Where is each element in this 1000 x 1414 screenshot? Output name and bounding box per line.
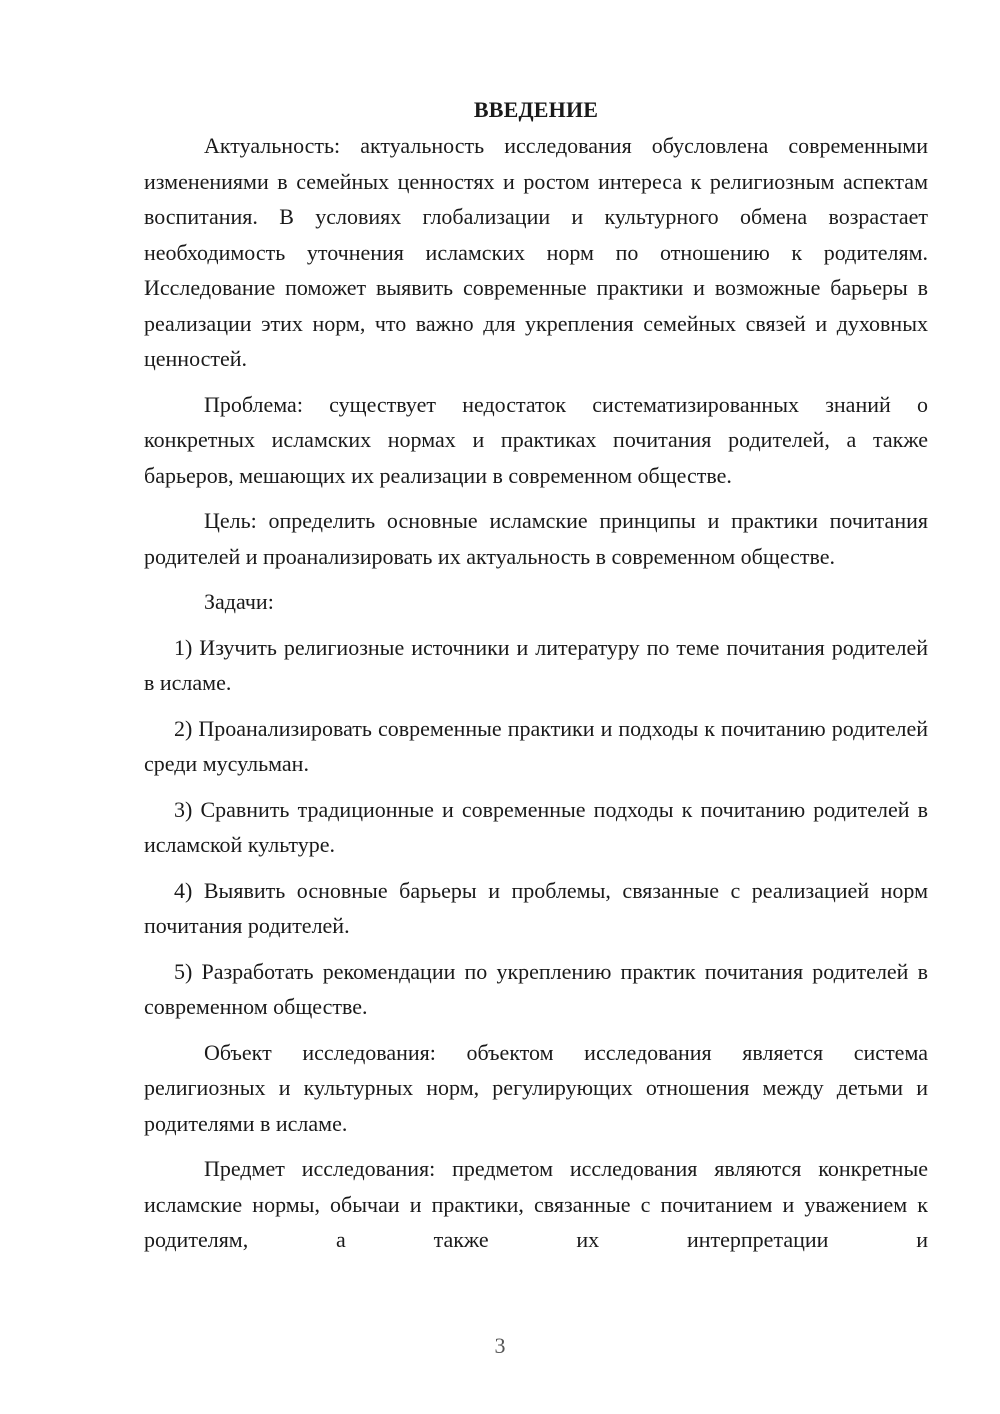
document-page: [144, 92, 928, 1258]
task-item: 2) Проанализировать современные практики и подходы к почитанию родителей среди мусульман.: [144, 715, 928, 776]
page-number: 3: [494, 1333, 506, 1358]
task-item: 5) Разработать рекомендации по укреплению практик почитания родителей в современном обществе.: [144, 958, 928, 1019]
task-item: 4) Выявить основные барьеры и проблемы, связанные с реализацией норм почитания родителей.: [144, 877, 928, 938]
subject-paragraph: Предмет исследования: предметом исследования являются конкретные исламские нормы, обычаи и практики, связанные с почитанием и уважением к родителям, а также их интерпретации и: [144, 1156, 928, 1252]
section-heading: ВВЕДЕНИЕ: [473, 97, 599, 122]
object-paragraph: Объект исследования: объектом исследования является система религиозных и культурных норм, регулирующих отношения между детьми и родителями в исламе.: [144, 1039, 928, 1136]
task-item: 3) Сравнить традиционные и современные подходы к почитанию родителей в исламской культуре.: [144, 796, 928, 857]
goal-paragraph: Цель: определить основные исламские принципы и практики почитания родителей и проанализировать их актуальность в современном обществе.: [144, 508, 928, 569]
task-item: 1) Изучить религиозные источники и литературу по теме почитания родителей в исламе.: [144, 634, 928, 695]
problem-paragraph: Проблема: существует недостаток систематизированных знаний о конкретных исламских нормах и практиках почитания родителей, а также барьеров, мешающих их реализации в современном обществе.: [144, 391, 928, 488]
relevance-paragraph: Актуальность: актуальность исследования обусловлена современными изменениями в семейных ценностях и ростом интереса к религиозным аспектам воспитания. В условиях глобализации и культурного обмена возрастает необходимость уточнения исламских норм по отношению к родителям. Исследование поможет выявить современные практики и возможные барьеры в реализации этих норм, что важно для укрепления семейных связей и духовных ценностей.: [144, 133, 928, 371]
tasks-label: Задачи:: [204, 589, 274, 614]
